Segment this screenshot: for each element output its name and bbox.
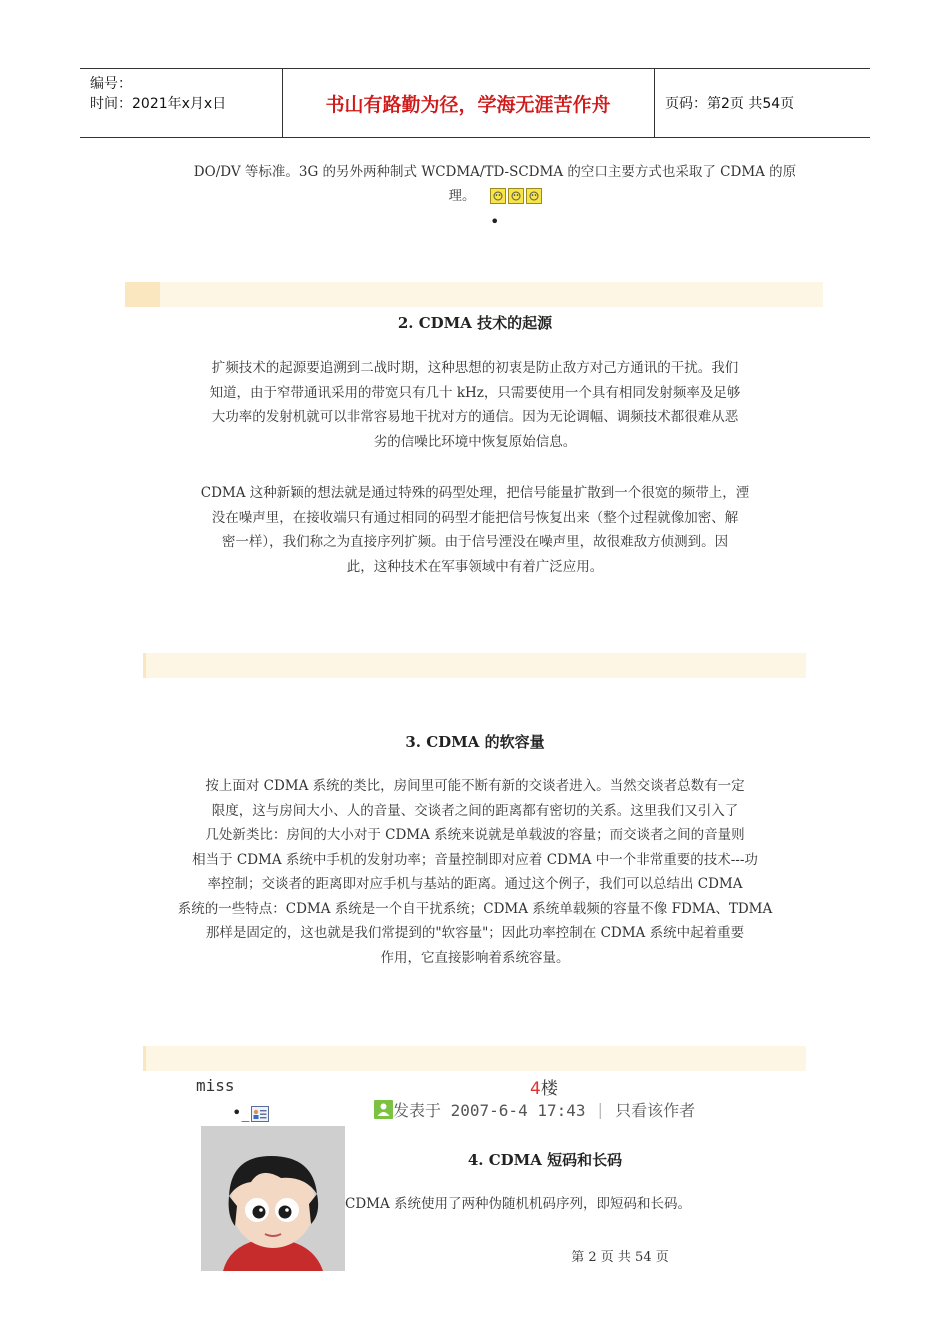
meta-separator: | [595,1100,606,1119]
section-divider-bar [125,282,823,307]
post-time [374,1098,586,1121]
section-divider-bar [143,1046,806,1071]
smiley-group [490,188,542,204]
text-line: 按上面对 CDMA 系统的类比，房间里可能不断有新的交谈者进入。当然交谈者总数有一定 [205,778,745,794]
motto: 书山有路勤为径，学海无涯苦作舟 [282,69,655,137]
text-line: 几处新类比：房间的大小对于 CDMA 系统来说就是单载波的容量；而交谈者之间的音量则 [205,827,745,843]
text-line: 大功率的发射机就可以非常容易地干扰对方的通信。因为无论调幅、调频技术都很难从恶 [211,409,739,425]
text-line: 率控制；交谈者的距离即对应手机与基站的距离。通过这个例子，我们可以总结出 CDMA [207,876,743,892]
text-line: 系统的一些特点：CDMA 系统是一个自干扰系统；CDMA 系统单载频的容量不像 FDMA、TDMA [177,900,773,917]
date-label: 时间：2021年x月x日 [90,96,227,112]
section-divider-bar [143,653,806,678]
text-line: 作用，它直接影响着系统容量。 [380,949,570,966]
section-2-paragraph-1 [140,356,810,454]
profile-card-icon[interactable] [251,1106,269,1122]
intro-line-2-text: 理。 [448,188,476,204]
page-label: 页码：第2页 共54页 [665,96,795,112]
section-3-paragraph-1 [140,774,810,970]
section-2-title: 2. CDMA 技术的起源 [397,314,553,332]
text-line: 劣的信噪比环境中恢复原始信息。 [373,433,577,450]
text-line: CDMA 这种新颖的想法就是通过特殊的码型处理，把信号能量扩散到一个很宽的频带上，湮 [200,485,750,501]
bullet: • [490,212,500,231]
text-line: 知道，由于窄带通讯采用的带宽只有几十 kHz，只需要使用一个具有相同发射频率及足够 [209,384,741,401]
only-author-link[interactable]: 只看该作者 [615,1101,696,1120]
post-meta-row [374,1098,695,1121]
posted-at: 发表于 2007-6-4 17:43 [393,1101,586,1120]
text-line: 相当于 CDMA 系统中手机的发射功率；音量控制即对应着 CDMA 中一个非常重要的技术---功 [192,851,758,868]
floor-num: 4 [530,1079,541,1099]
section-4-title: 4. CDMA 短码和长码 [467,1151,623,1169]
text-line: 限度，这与房间大小、人的音量、交谈者之间的距离都有密切的关系。这里我们又引入了 [211,802,739,819]
avatar[interactable] [201,1126,345,1271]
floor-number [530,1074,558,1099]
text-line: 密一样），我们称之为直接序列扩频。由于信号湮没在噪声里，故很难敌方侦测到。因 [221,534,729,550]
section-4-paragraph-1: CDMA 系统使用了两种伪随机机码序列，即短码和长码。 [345,1196,692,1212]
page-header [80,68,870,138]
smiley-icon [508,188,524,204]
author-actions [232,1103,269,1122]
text-line: 扩频技术的起源要追溯到二战时期，这种思想的初衷是防止敌方对己方通讯的干扰。我们 [211,360,739,376]
section-2-paragraph-2 [140,481,810,579]
page-footer: 第 2 页 共 54 页 [571,1250,669,1265]
text-line: 没在噪声里，在接收端只有通过相同的码型才能把信号恢复出来（整个过程就像加密、解 [211,509,739,526]
text-line: 此，这种技术在军事领域中有着广泛应用。 [346,558,604,575]
post-status-icon [374,1100,393,1119]
post-author[interactable]: miss [196,1076,235,1095]
floor-suffix: 楼 [540,1079,558,1099]
intro-line-2 [150,184,840,209]
avatar-cartoon [201,1126,345,1271]
number-label: 编号： [90,76,132,92]
bullet: •_ [232,1103,250,1122]
smiley-icon [490,188,506,204]
text-line: 那样是固定的，这也就是我们常提到的"软容量"；因此功率控制在 CDMA 系统中起着重要 [205,925,745,941]
smiley-icon [526,188,542,204]
intro-line-1: DO/DV 等标准。3G 的另外两种制式 WCDMA/TD-SCDMA 的空口主要方式也采取了 CDMA 的原 [193,164,797,180]
section-3-title: 3. CDMA 的软容量 [405,733,545,751]
header-meta [80,69,283,137]
